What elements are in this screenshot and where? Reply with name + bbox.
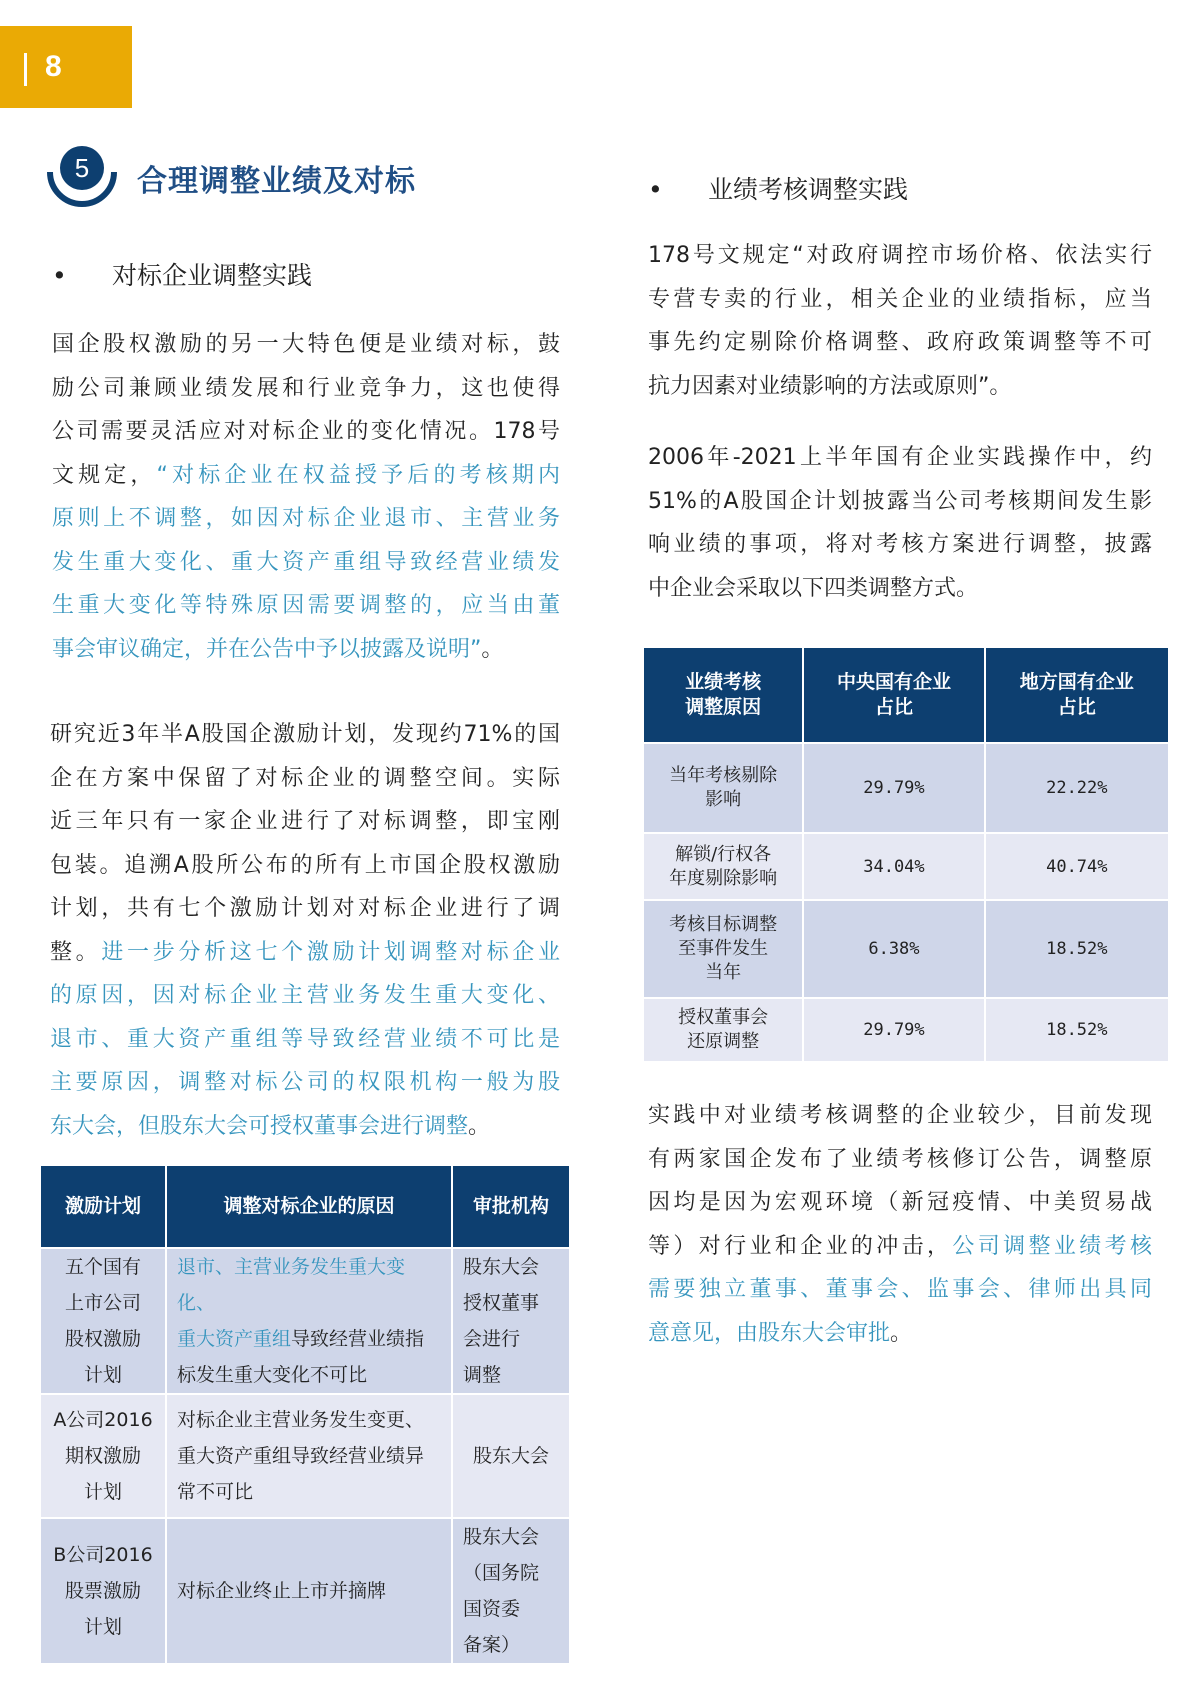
text-segment: 。 [890, 1320, 913, 1346]
text-segment: 178号文规定“对政府调控市场价格、依法实行 [648, 243, 1152, 268]
text-segment: 专营专卖的行业，相关企业的业绩指标，应当 [648, 286, 1152, 312]
table-header-row [644, 648, 1168, 742]
table-row [644, 999, 1168, 1061]
right-paragraph-2 [648, 436, 1152, 610]
text-line [52, 541, 560, 585]
text-segment: 整。 [50, 939, 102, 965]
right-paragraph-1 [648, 234, 1152, 408]
table-row [644, 901, 1168, 997]
text-line [50, 844, 560, 888]
reason-cell: 对标企业终止上市并摘牌 [167, 1519, 451, 1663]
text-line [648, 480, 1152, 524]
plan-cell: A公司2016 期权激励 计划 [41, 1395, 165, 1517]
header-reason: 调整对标企业的原因 [167, 1166, 451, 1247]
central-share-cell: 6.38% [804, 901, 983, 997]
performance-adjustment-table [642, 646, 1170, 1063]
table-header-row [41, 1166, 569, 1247]
text-segment: 有两家国企发布了业绩考核修订公告，调整原 [648, 1146, 1152, 1172]
reason-cell: 当年考核剔除 影响 [644, 744, 802, 832]
highlighted-text: 原则上不调整，如因对标企业退市、主营业务 [52, 506, 560, 531]
header-approver: 审批机构 [453, 1166, 569, 1247]
reason-cell: 对标企业主营业务发生变更、 重大资产重组导致经营业绩异 常不可比 [167, 1395, 451, 1517]
highlighted-text: 生重大变化等特殊原因需要调整的，应当由董 [52, 593, 560, 618]
approver-cell: 股东大会 [453, 1395, 569, 1517]
text-line [50, 931, 560, 975]
text-segment: 文规定， [52, 462, 157, 488]
central-share-cell: 34.04% [804, 834, 983, 899]
text-line [52, 323, 560, 367]
text-line [52, 410, 560, 454]
central-share-cell: 29.79% [804, 999, 983, 1061]
text-segment: 事先约定剔除价格调整、政府政策调整等不可 [648, 330, 1152, 355]
text-segment: 近三年只有一家企业进行了对标调整，即宝刚 [50, 809, 560, 834]
header-reason: 业绩考核 调整原因 [644, 648, 802, 742]
highlighted-text: 主要原因，调整对标公司的权限机构一般为股 [50, 1070, 560, 1095]
text-line [52, 628, 560, 672]
section-title: 合理调整业绩及对标 [137, 164, 416, 199]
subheading-text: 对标企业调整实践 [112, 261, 313, 290]
subheading-text: 业绩考核调整实践 [708, 175, 909, 204]
text-segment: 励公司兼顾业绩发展和行业竞争力，这也使得 [52, 375, 560, 401]
text-segment: 研究近3年半A股国企激励计划，发现约71%的国 [50, 722, 560, 747]
reason-highlight: 退市、主营业务发生重大变化、 重大资产重组 [177, 1256, 406, 1350]
text-line [648, 523, 1152, 567]
highlighted-text: 公司调整业绩考核 [952, 1233, 1152, 1259]
text-segment: 企在方案中保留了对标企业的调整空间。实际 [50, 765, 560, 791]
text-line [52, 367, 560, 411]
local-share-cell: 18.52% [986, 999, 1168, 1061]
approver-cell: 股东大会 （国务院 国资委 备案） [453, 1519, 569, 1663]
plan-cell: 五个国有 上市公司 股权激励 计划 [41, 1249, 165, 1393]
text-segment: 包装。追溯A股所公布的所有上市国企股权激励 [50, 852, 560, 878]
highlighted-text: 退市、重大资产重组等导致经营业绩不可比是 [50, 1026, 560, 1052]
header-central: 中央国有企业 占比 [804, 648, 983, 742]
reason-cell: 授权董事会 还原调整 [644, 999, 802, 1061]
reason-cell: 解锁/行权各 年度剔除影响 [644, 834, 802, 899]
header-local: 地方国有企业 占比 [986, 648, 1168, 742]
table-row [41, 1249, 569, 1393]
text-line [50, 713, 560, 757]
left-paragraph-2 [50, 713, 560, 1148]
approver-cell: 股东大会 授权董事 会进行 调整 [453, 1249, 569, 1393]
table-row [41, 1395, 569, 1517]
page-number: 8 [45, 50, 62, 83]
text-segment: 等）对行业和企业的冲击， [648, 1233, 953, 1259]
section-number: 5 [74, 153, 90, 183]
text-segment: 中企业会采取以下四类调整方式。 [648, 575, 979, 601]
text-segment: 51%的A股国企计划披露当公司考核期间发生影 [648, 488, 1152, 514]
local-share-cell: 22.22% [986, 744, 1168, 832]
highlighted-text: 意意见，由股东大会审批 [648, 1320, 891, 1346]
section-number-icon [46, 144, 118, 210]
divider-bar [24, 53, 27, 86]
reason-cell: 考核目标调整 至事件发生 当年 [644, 901, 802, 997]
text-segment: 计划，共有七个激励计划对对标企业进行了调 [50, 896, 560, 921]
text-line [50, 757, 560, 801]
left-subheading [52, 256, 312, 292]
reason-text: 导致经营业绩指 标发生重大变化不可比 [177, 1328, 425, 1386]
benchmark-adjustment-table [39, 1164, 571, 1665]
highlighted-text: 东大会，但股东大会可授权董事会进行调整 [50, 1113, 469, 1139]
text-line [50, 887, 560, 931]
text-line [52, 584, 560, 628]
text-line [52, 497, 560, 541]
table-row [644, 744, 1168, 832]
highlighted-text: “对标企业在权益授予后的考核期内 [156, 462, 560, 488]
highlighted-text: 发生重大变化、重大资产重组导致经营业绩发 [52, 549, 560, 575]
left-paragraph-1 [52, 323, 560, 671]
highlighted-text: 需要独立董事、董事会、监事会、律师出具同 [648, 1277, 1152, 1302]
header-plan: 激励计划 [41, 1166, 165, 1247]
local-share-cell: 40.74% [986, 834, 1168, 899]
text-segment: 公司需要灵活应对对标企业的变化情况。178号 [52, 419, 560, 444]
text-line [648, 234, 1152, 278]
page-number-badge [0, 26, 132, 108]
text-segment: 2006年-2021上半年国有企业实践操作中，约 [648, 445, 1152, 470]
text-line [648, 278, 1152, 322]
text-segment: 国企股权激励的另一大特色便是业绩对标，鼓 [52, 332, 560, 357]
bullet-icon: • [648, 175, 663, 204]
text-line [50, 800, 560, 844]
central-share-cell: 29.79% [804, 744, 983, 832]
table-row [644, 834, 1168, 899]
text-line [648, 436, 1152, 480]
text-line [50, 1061, 560, 1105]
highlighted-text: 事会审议确定，并在公告中予以披露及说明” [52, 636, 482, 662]
text-line [648, 1225, 1152, 1269]
right-paragraph-3 [648, 1094, 1152, 1355]
text-line [52, 454, 560, 498]
text-segment: 。 [481, 636, 504, 662]
text-line [648, 1181, 1152, 1225]
text-line [648, 567, 1152, 611]
text-segment: 。 [468, 1113, 491, 1139]
text-line [648, 1138, 1152, 1182]
text-segment: 因均是因为宏观环境（新冠疫情、中美贸易战 [648, 1190, 1152, 1215]
text-line [50, 1105, 560, 1149]
highlighted-text: 的原因，因对标企业主营业务发生重大变化、 [50, 983, 560, 1008]
text-segment: 抗力因素对业绩影响的方法或原则”。 [648, 373, 1012, 399]
text-line [648, 1094, 1152, 1138]
text-line [50, 974, 560, 1018]
reason-cell [167, 1249, 451, 1393]
bullet-icon: • [52, 261, 67, 290]
text-line [648, 321, 1152, 365]
plan-cell: B公司2016 股票激励 计划 [41, 1519, 165, 1663]
highlighted-text: 进一步分析这七个激励计划调整对标企业 [101, 939, 560, 965]
text-line [50, 1018, 560, 1062]
text-line [648, 365, 1152, 409]
text-segment: 实践中对业绩考核调整的企业较少，目前发现 [648, 1103, 1152, 1128]
text-line [648, 1312, 1152, 1356]
text-line [648, 1268, 1152, 1312]
table-row [41, 1519, 569, 1663]
right-subheading [648, 170, 908, 206]
local-share-cell: 18.52% [986, 901, 1168, 997]
text-segment: 响业绩的事项，将对考核方案进行调整，披露 [648, 532, 1152, 557]
